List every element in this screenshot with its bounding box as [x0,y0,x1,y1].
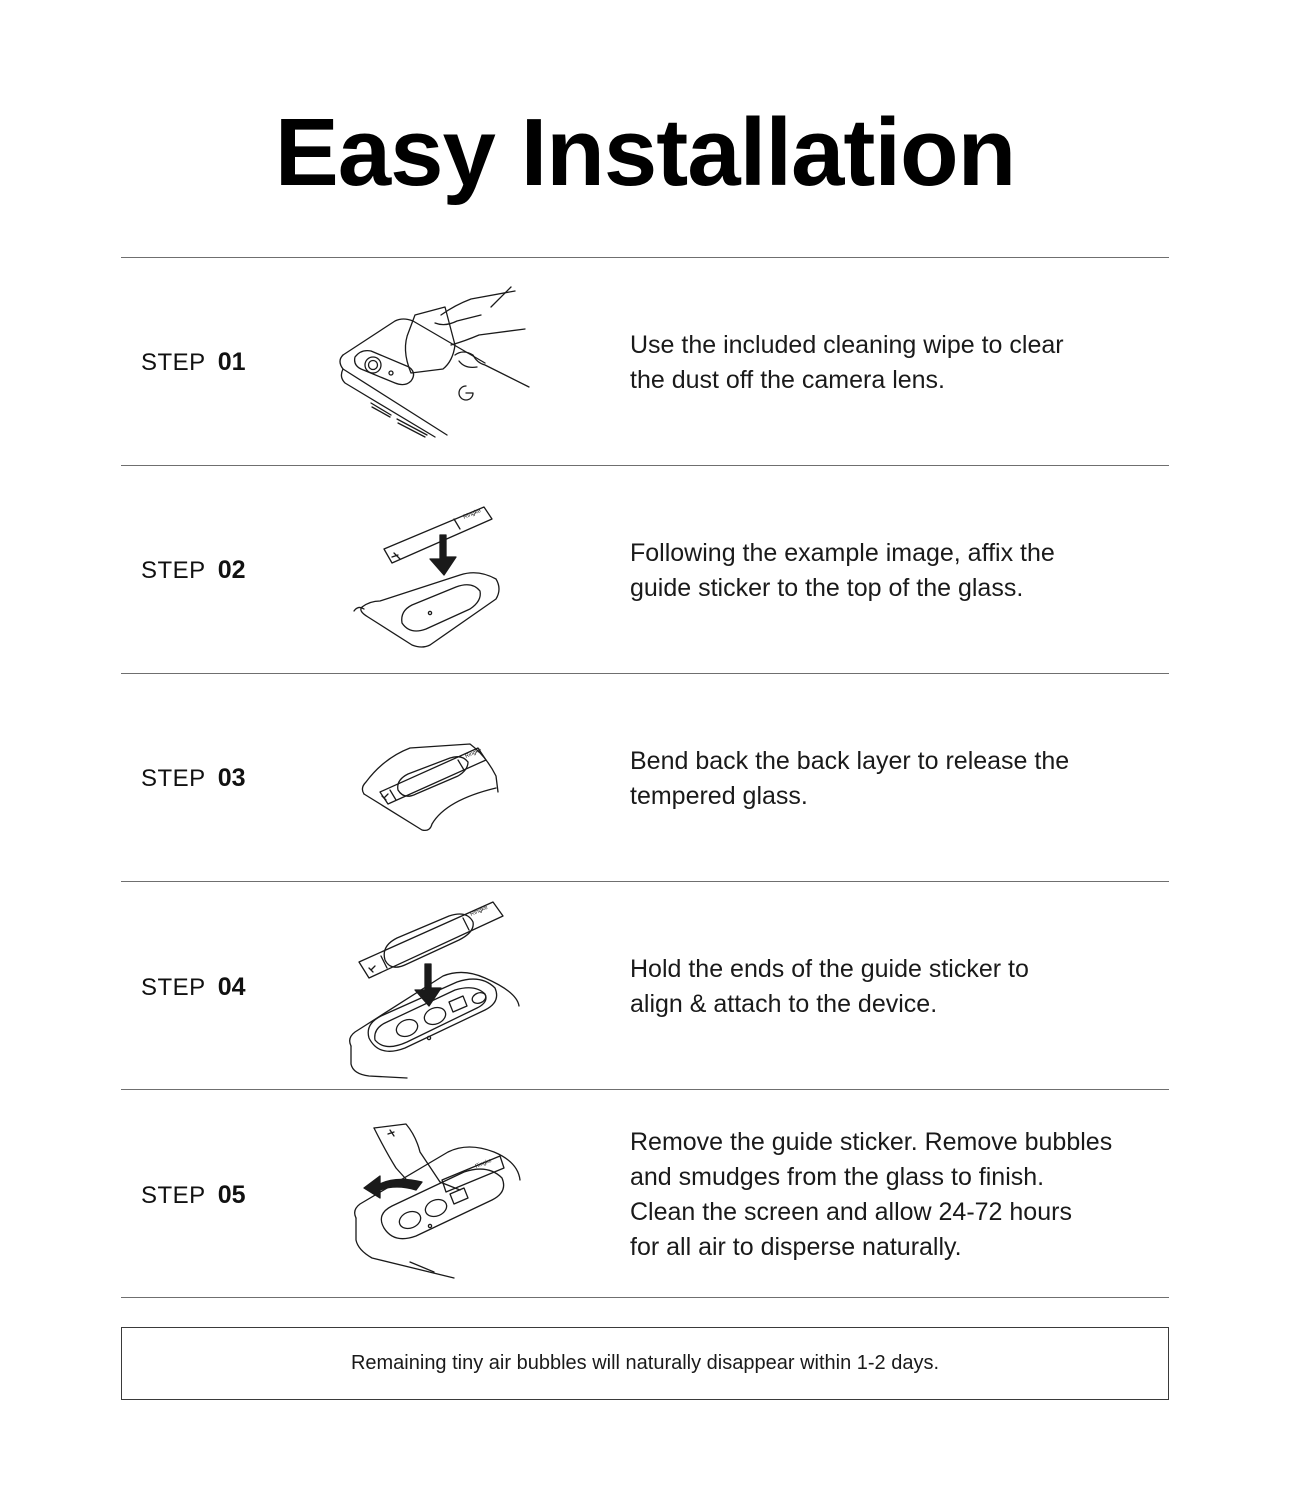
remove-sticker-illustration-icon [350,1122,525,1280]
description-line: Following the example image, affix the [630,539,1055,567]
cleaning-wipe-illustration-icon [335,285,535,440]
description-line: align & attach to the device. [630,990,938,1018]
step-number: 01 [217,348,246,376]
description-line: the dust off the camera lens. [630,366,946,394]
step-word: STEP [141,557,206,584]
step-word: STEP [141,1182,206,1209]
step-word: STEP [141,765,206,792]
step-label [141,555,246,586]
step-label [141,1180,246,1211]
step-description [630,328,1170,398]
step-number: 04 [217,973,246,1001]
divider [121,1089,1169,1090]
description-line: Hold the ends of the guide sticker to [630,955,1029,983]
sticker-brand-label: Ringke [474,1157,493,1170]
step-label [141,972,246,1003]
step-word: STEP [141,349,206,376]
sticker-brand-label: Ringke [462,508,482,521]
step-word: STEP [141,974,206,1001]
step-number: 03 [217,764,246,792]
description-line: Clean the screen and allow 24-72 hours [630,1198,1072,1226]
divider [121,673,1169,674]
divider [121,465,1169,466]
bend-back-layer-illustration-icon [358,738,508,833]
divider [121,1297,1169,1298]
step-description [630,1125,1170,1265]
description-line: Use the included cleaning wipe to clear [630,331,1064,359]
description-line: guide sticker to the top of the glass. [630,574,1024,602]
description-line: Remove the guide sticker. Remove bubbles [630,1128,1113,1156]
step-number: 02 [217,556,246,584]
step-description [630,536,1170,606]
description-line: for all air to disperse naturally. [630,1233,962,1261]
align-attach-illustration-icon [345,898,525,1080]
divider [121,881,1169,882]
note-text: Remaining tiny air bubbles will naturally disappear within 1-2 days. [350,1352,940,1374]
step-number: 05 [217,1181,246,1209]
description-line: tempered glass. [630,782,808,810]
step-label [141,763,246,794]
note-box [121,1327,1169,1400]
page-title: Easy Installation [274,99,1016,206]
step-description [630,952,1170,1022]
description-line: and smudges from the glass to finish. [630,1163,1045,1191]
sticker-brand-label: Ringke [469,904,489,918]
divider [121,257,1169,258]
step-label [141,347,246,378]
step-description [630,744,1170,814]
guide-sticker-illustration-icon [350,505,510,650]
description-line: Bend back the back layer to release the [630,747,1070,775]
sticker-brand-label: Ringke [464,747,483,760]
